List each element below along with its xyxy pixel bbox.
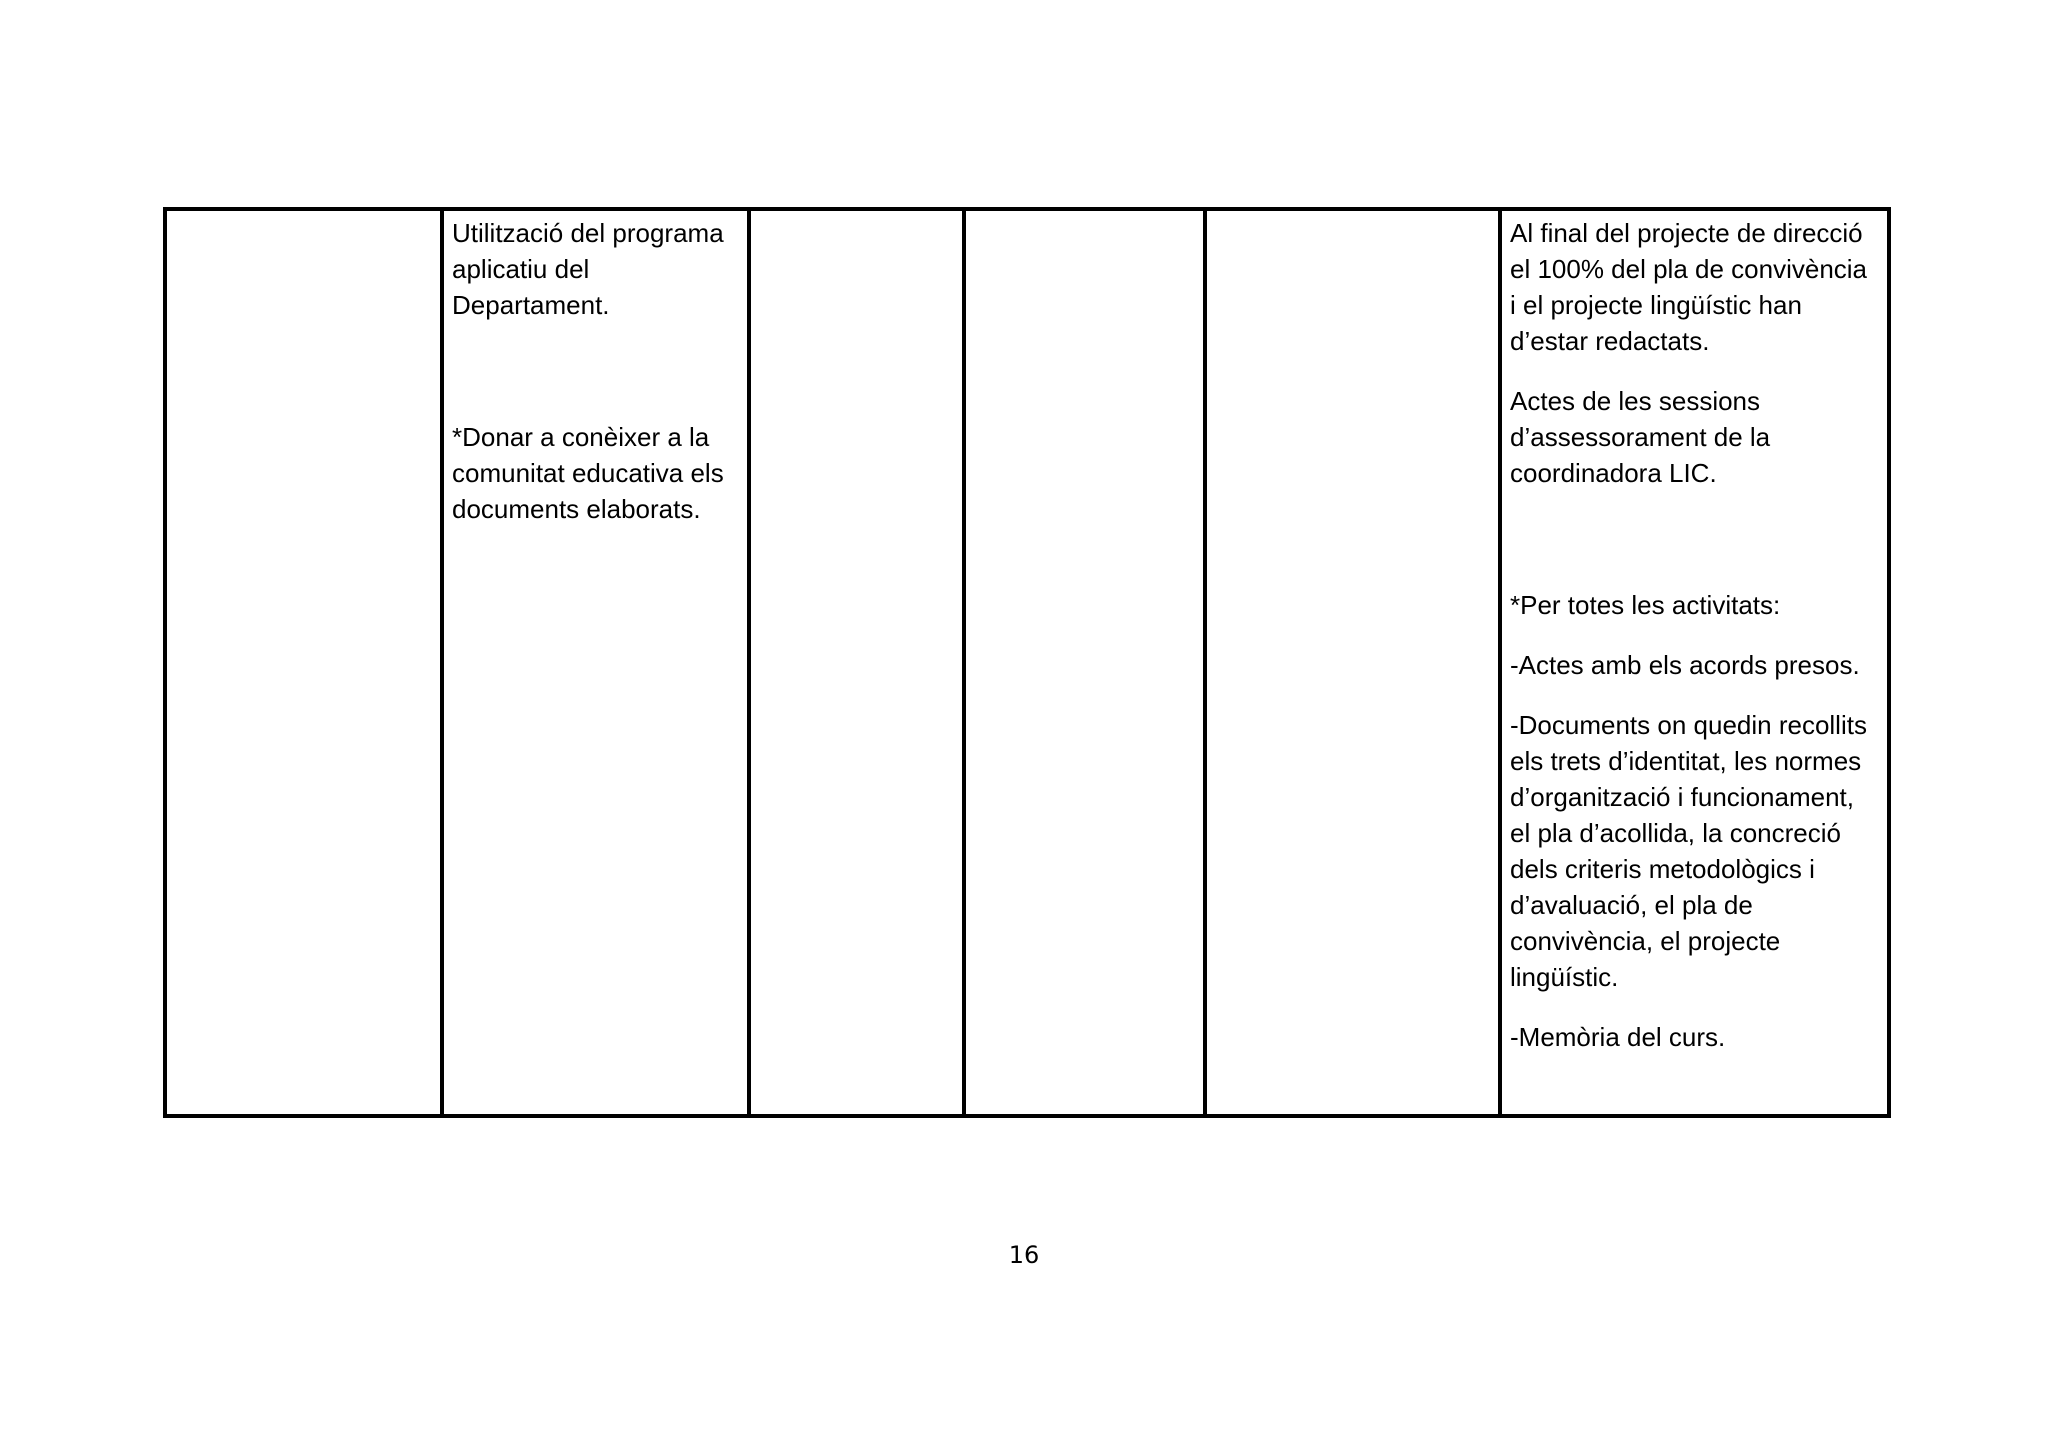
table-row bbox=[165, 209, 1889, 1116]
cell-paragraph: -Actes amb els acords presos. bbox=[1510, 650, 1860, 680]
cell-paragraph: Actes de les sessions d’assessorament de la coordinadora LIC. bbox=[1510, 386, 1771, 488]
table-cell-col2 bbox=[442, 209, 749, 1116]
table-cell-col6 bbox=[1500, 209, 1889, 1116]
cell-paragraph: *Per totes les activitats: bbox=[1510, 590, 1781, 620]
table-cell-col5 bbox=[1205, 209, 1500, 1116]
plan-table bbox=[163, 207, 1891, 1118]
table-cell-col3 bbox=[749, 209, 964, 1116]
cell-paragraph: -Memòria del curs. bbox=[1510, 1022, 1726, 1052]
cell-paragraph: *Donar a conèixer a la comunitat educativa els documents elaborats. bbox=[452, 422, 724, 524]
table-cell-col1 bbox=[165, 209, 442, 1116]
cell-paragraph: Utilització del programa aplicatiu del Departament. bbox=[452, 218, 724, 320]
page-number: 16 bbox=[1008, 1241, 1040, 1269]
cell-paragraph: -Documents on quedin recollits els trets d’identitat, les normes d’organització i funcionament, el pla d’acollida, la concreció dels criteris metodològics i d’avaluació, el pla de convivència, el projecte lingüístic. bbox=[1510, 710, 1867, 992]
table-cell-col4 bbox=[964, 209, 1205, 1116]
cell-paragraph: Al final del projecte de direcció el 100% del pla de convivència i el projecte lingüístic han d’estar redactats. bbox=[1510, 218, 1868, 356]
